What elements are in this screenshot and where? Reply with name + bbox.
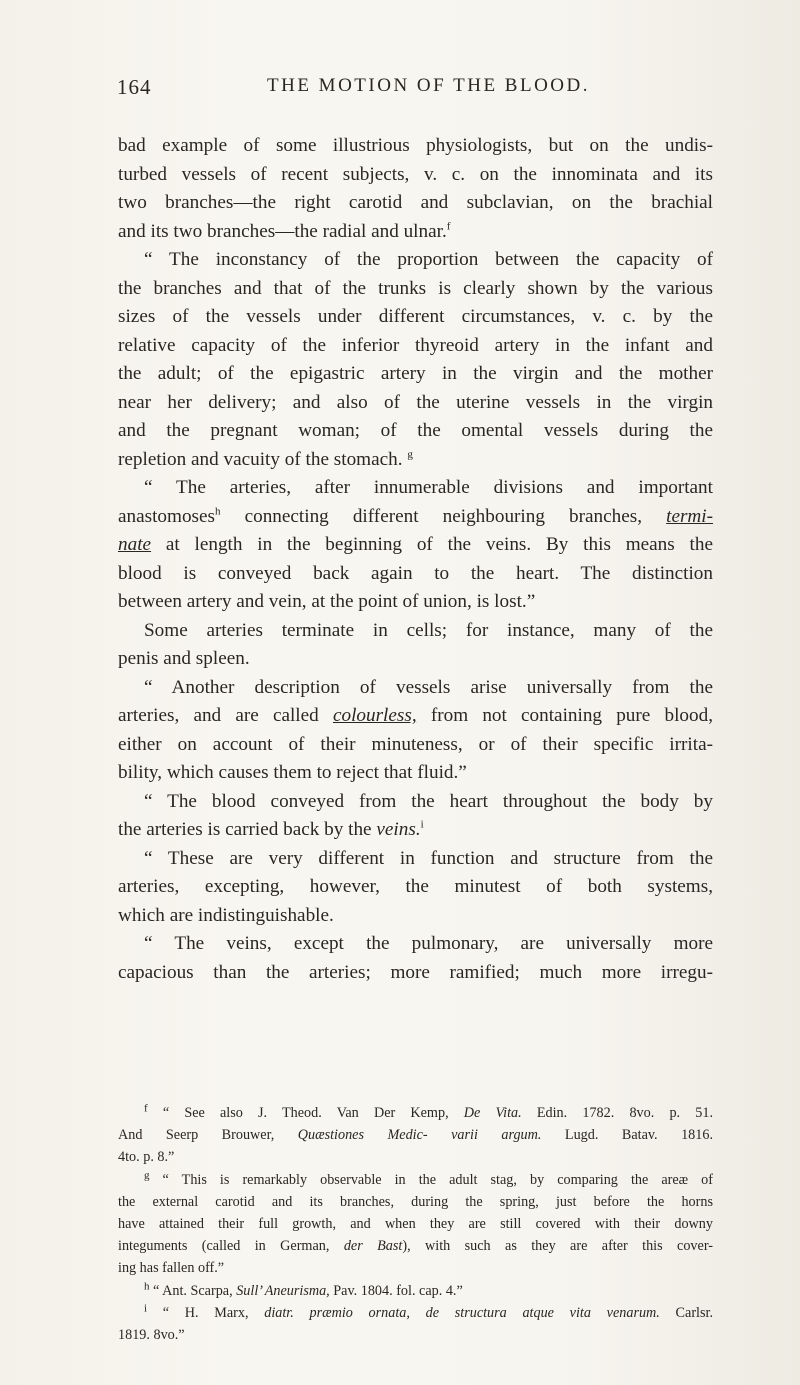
footnote-ref: h — [215, 505, 221, 518]
text-line: nate at length in the beginning of the veins. By this means the — [118, 534, 713, 555]
text-line: “ The blood conveyed from the heart throughout the body by — [144, 790, 713, 812]
footnote-ref: g — [407, 448, 413, 461]
footnote-h: $^h$ “ Ant. Scarpa, Sull’ Aneurisma, Pav. 1804. fol. cap. 4.” — [144, 1279, 463, 1299]
text-line: sizes of the vessels under different circumstances, v. c. by the — [118, 306, 713, 327]
page-number: 164 — [117, 75, 152, 99]
text-line: arteries, and are called colourless, from not containing pure blood, — [118, 705, 713, 726]
footnotes — [118, 1102, 713, 1346]
text-line: which are indistinguishable. — [118, 904, 334, 926]
text-line: and the pregnant woman; of the omental vessels during the — [118, 420, 713, 441]
text-line: penis and spleen. — [118, 648, 250, 669]
footnote-line: have attained their full growth, and when they are still covered with their downy — [118, 1216, 713, 1233]
footnote-line: 4to. p. 8.” — [118, 1149, 175, 1166]
text-line: anastomoses$^h$ connecting different neighbouring branches, termi- — [118, 505, 714, 527]
text-line: either on account of their minuteness, or of their specific irrita- — [118, 733, 713, 755]
page-header — [117, 75, 717, 105]
text-line: “ These are very different in function and structure from the — [144, 847, 713, 869]
text-line: “ Another description of vessels arise universally from the — [144, 676, 713, 698]
footnote-line: 1819. 8vo.” — [118, 1327, 185, 1344]
text-line: “ The veins, except the pulmonary, are universally more — [144, 933, 713, 954]
footnote-line: the external carotid and its branches, during the spring, just before the horns — [118, 1193, 713, 1210]
text-line: bad example of some illustrious physiologists, but on the undis- — [118, 135, 713, 156]
footnote-line: ing has fallen off.” — [118, 1260, 225, 1277]
text-line: two branches—the right carotid and subclavian, on the brachial — [118, 192, 713, 213]
text-line: the branches and that of the trunks is clearly shown by the various — [118, 277, 713, 299]
text-line: the adult; of the epigastric artery in the virgin and the mother — [118, 363, 713, 384]
text-line: the arteries is carried back by the veins.$^i$ — [118, 818, 424, 840]
text-line: near her delivery; and also of the uterine vessels in the virgin — [118, 391, 713, 413]
text-line: blood is conveyed back again to the heart. The distinction — [118, 562, 713, 584]
footnote-ref: f — [446, 220, 451, 233]
footnote-i: $^i$ “ H. Marx, diatr. præmio ornata, de structura atque vita venarum. Carlsr. — [144, 1302, 713, 1321]
text-line: capacious than the arteries; more ramified; much more irregu- — [118, 961, 713, 983]
text-line: “ The inconstancy of the proportion between the capacity of — [144, 249, 713, 270]
text-line: turbed vessels of recent subjects, v. c. on the innominata and its — [118, 163, 713, 185]
footnote-g: $^g$ “ This is remarkably observable in the adult stag, by comparing the areæ of — [144, 1168, 713, 1188]
text-line: between artery and vein, at the point of union, is lost.” — [118, 591, 536, 612]
body-text — [118, 132, 713, 987]
footnote-line: And Seerp Brouwer, Quæstiones Medic- varii argum. Lugd. Batav. 1816. — [118, 1127, 714, 1144]
text-line: and its two branches—the radial and ulnar.$^f$ — [118, 220, 451, 242]
footnote-ref: i — [420, 818, 424, 831]
text-line: repletion and vacuity of the stomach. $^g$ — [118, 448, 413, 470]
footnote-f: $^f$ “ See also J. Theod. Van Der Kemp, De Vita. Edin. 1782. 8vo. p. 51. — [144, 1102, 714, 1121]
text-line: arteries, excepting, however, the minutest of both systems, — [118, 876, 713, 897]
text-line: “ The arteries, after innumerable divisions and important — [144, 477, 713, 498]
text-line: Some arteries terminate in cells; for instance, many of the — [144, 619, 713, 641]
text-line: bility, which causes them to reject that fluid.” — [118, 762, 467, 783]
text-line: relative capacity of the inferior thyreoid artery in the infant and — [118, 334, 713, 356]
running-head: THE MOTION OF THE BLOOD. — [267, 75, 590, 96]
footnote-line: integuments (called in German, der Bast), with such as they are after this cover- — [118, 1238, 713, 1255]
